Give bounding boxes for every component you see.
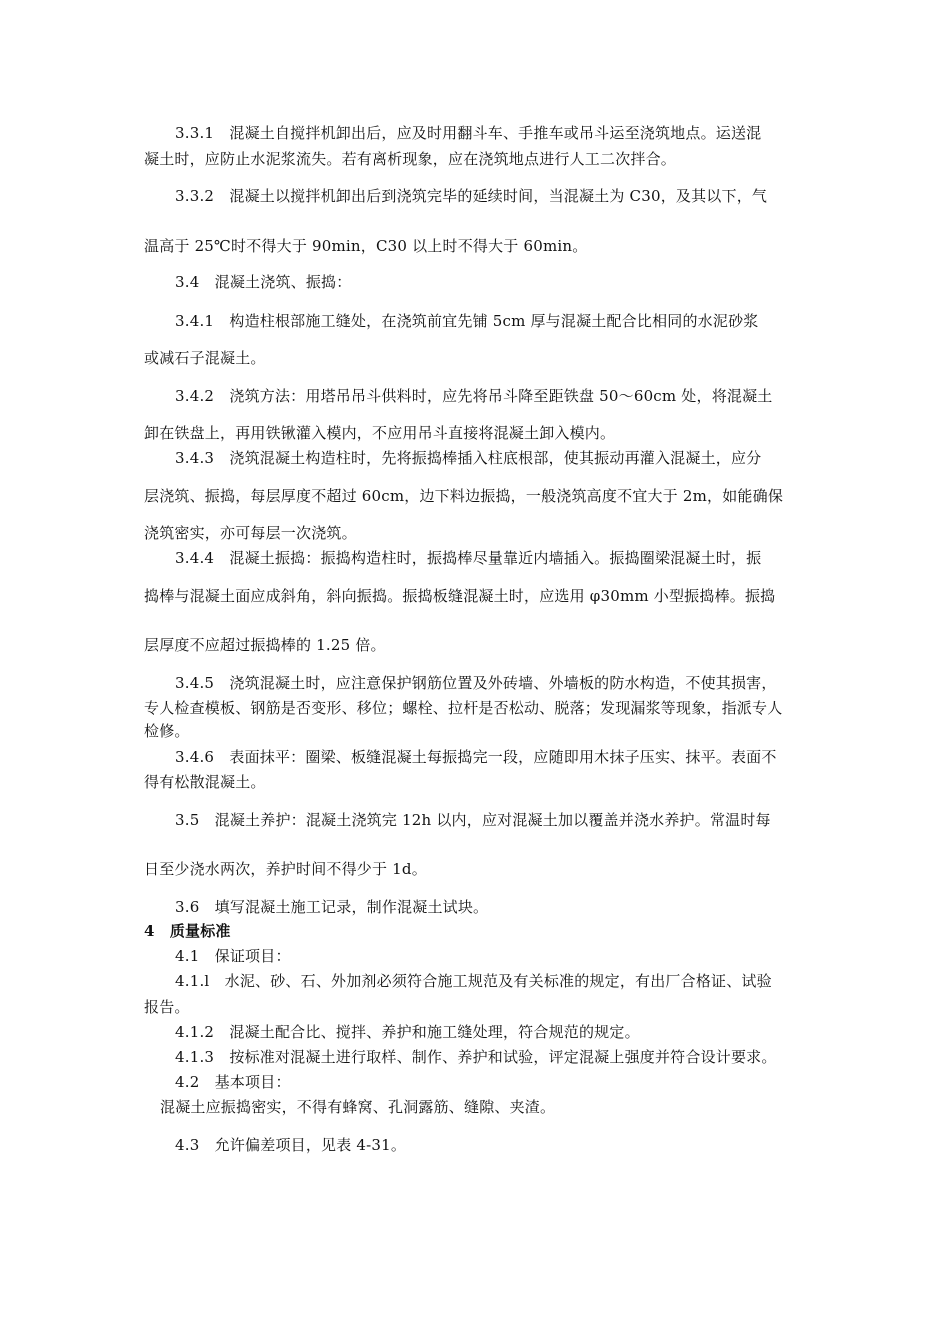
text-line: 3.4.1 构造柱根部施工缝处，在浇筑前宜先铺 5cm 厚与混凝土配合比相同的水泥砂浆 — [175, 312, 759, 330]
text-line: 4.1 保证项目： — [175, 947, 291, 965]
section-heading: 4 质量标准 — [144, 922, 231, 940]
text-line: 浇筑密实，亦可每层一次浇筑。 — [144, 524, 357, 542]
text-line: 日至少浇水两次，养护时间不得少于 1d。 — [144, 860, 427, 878]
text-line: 4.2 基本项目： — [175, 1073, 291, 1091]
text-line: 3.4.4 混凝土振捣：振捣构造柱时，振捣棒尽量靠近内墙插入。振捣圈梁混凝土时，振 — [175, 549, 762, 567]
text-line: 3.4.3 浇筑混凝土构造柱时，先将振捣棒插入柱底根部，使其振动再灌入混凝土，应分 — [175, 449, 762, 467]
text-line: 3.4 混凝土浇筑、振捣： — [175, 273, 352, 291]
text-line: 报告。 — [144, 998, 190, 1016]
text-line: 或减石子混凝土。 — [144, 349, 266, 367]
text-line: 温高于 25℃时不得大于 90min，C30 以上时不得大于 60min。 — [144, 237, 588, 255]
text-line: 混凝土应振捣密实，不得有蜂窝、孔洞露筋、缝隙、夹渣。 — [160, 1098, 556, 1116]
text-line: 得有松散混凝土。 — [144, 773, 266, 791]
text-line: 3.3.2 混凝土以搅拌机卸出后到浇筑完毕的延续时间，当混凝土为 C30，及其以下，气 — [175, 187, 768, 205]
text-line: 捣棒与混凝土面应成斜角，斜向振捣。振捣板缝混凝土时，应选用 φ30mm 小型振捣棒。振捣 — [144, 587, 776, 605]
text-line: 4.1.3 按标准对混凝土进行取样、制作、养护和试验，评定混凝上强度并符合设计要求。 — [175, 1048, 777, 1066]
text-line: 检修。 — [144, 722, 190, 740]
text-line: 层厚度不应超过振捣棒的 1.25 倍。 — [144, 636, 386, 654]
text-line: 凝土时，应防止水泥浆流失。若有离析现象，应在浇筑地点进行人工二次拌合。 — [144, 150, 677, 168]
text-line: 3.5 混凝土养护：混凝土浇筑完 12h 以内，应对混凝土加以覆盖并浇水养护。常温时每 — [175, 811, 771, 829]
text-line: 3.4.6 表面抹平：圈梁、板缝混凝土每振捣完一段，应随即用木抹子压实、抹平。表面不 — [175, 748, 777, 766]
text-line: 3.6 填写混凝土施工记录，制作混凝土试块。 — [175, 898, 489, 916]
text-line: 4.3 允许偏差项目，见表 4-31。 — [175, 1136, 407, 1154]
text-line: 3.4.2 浇筑方法：用塔吊吊斗供料时，应先将吊斗降至距铁盘 50～60cm 处，将混凝土 — [175, 387, 773, 405]
text-line: 卸在铁盘上，再用铁锹灌入模内，不应用吊斗直接将混凝土卸入模内。 — [144, 424, 616, 442]
text-line: 专人检查模板、钢筋是否变形、移位；螺栓、拉杆是否松动、脱落；发现漏浆等现象，指派专人 — [144, 699, 783, 717]
text-line: 3.4.5 浇筑混凝土时，应注意保护钢筋位置及外砖墙、外墙板的防水构造，不使其损害， — [175, 674, 777, 692]
text-line: 层浇筑、振捣，每层厚度不超过 60cm，边下料边振捣，一般浇筑高度不宜大于 2m，如能确保 — [144, 487, 784, 505]
text-line: 3.3.1 混凝土自搅拌机卸出后，应及时用翻斗车、手推车或吊斗运至浇筑地点。运送混 — [175, 124, 762, 142]
text-line: 4.1.l 水泥、砂、石、外加剂必须符合施工规范及有关标准的规定，有出厂合格证、试验 — [175, 972, 772, 990]
text-line: 4.1.2 混凝土配合比、搅拌、养护和施工缝处理，符合规范的规定。 — [175, 1023, 640, 1041]
